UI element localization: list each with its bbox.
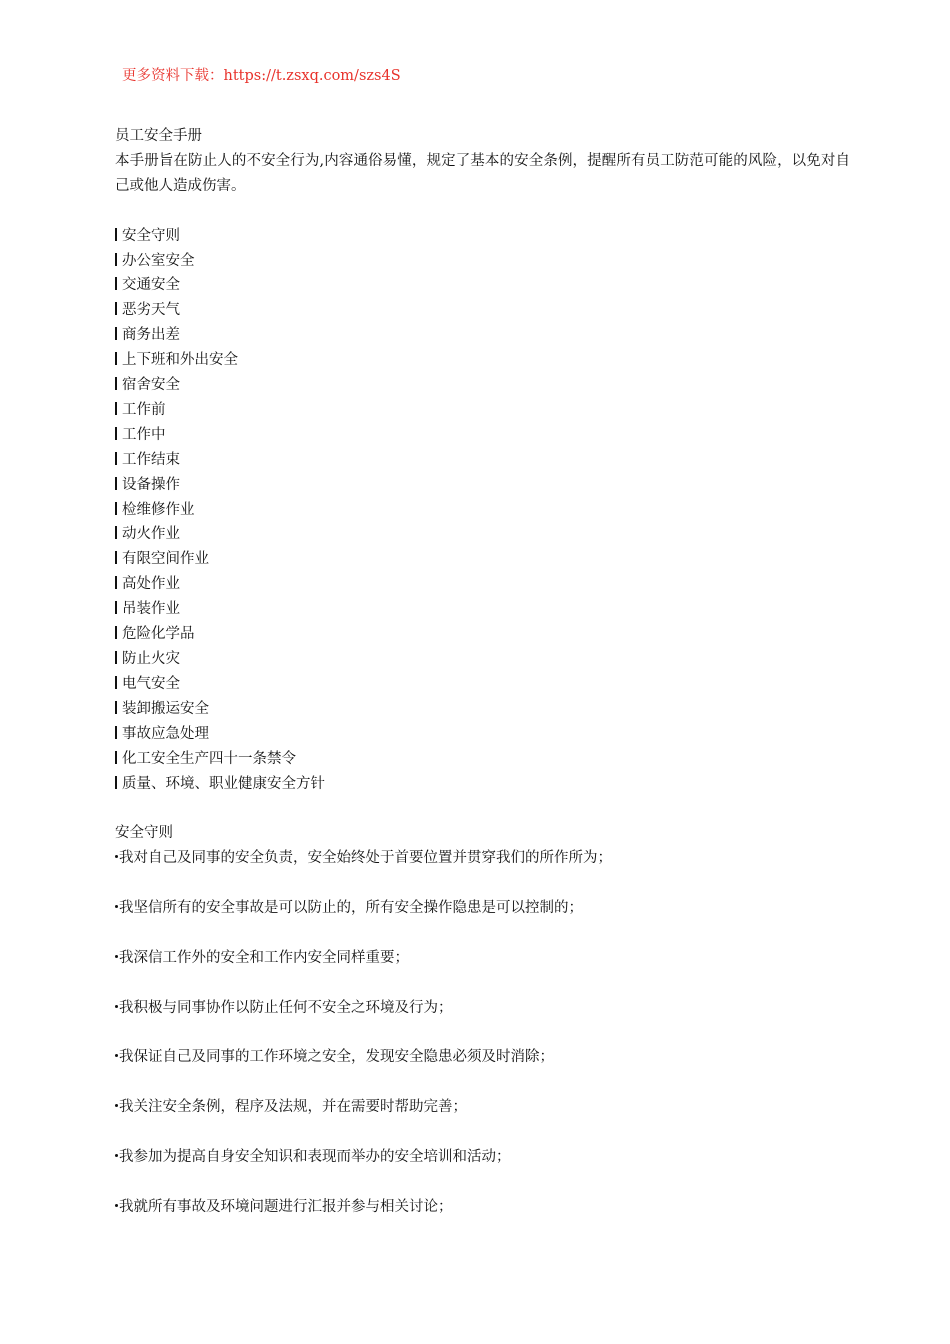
toc-item — [115, 398, 850, 423]
toc-item-label: 质量、环境、职业健康安全方针 — [122, 775, 325, 792]
rule-item — [115, 846, 850, 871]
toc-item-label: 商务出差 — [122, 327, 180, 344]
toc-item — [115, 323, 850, 348]
toc-item — [115, 473, 850, 498]
section-title: 安全守则 — [115, 825, 173, 842]
rule-text: 我深信工作外的安全和工作内安全同样重要； — [119, 949, 409, 966]
rule-text: 我保证自己及同事的工作环境之安全，发现安全隐患必须及时消除； — [119, 1049, 554, 1066]
rule-text: 我关注安全条例，程序及法规，并在需要时帮助完善； — [119, 1099, 467, 1116]
bullet-bar-icon — [115, 651, 117, 664]
toc-item-label: 动火作业 — [122, 526, 180, 543]
bullet-bar-icon — [115, 228, 117, 241]
document-intro: 本手册旨在防止人的不安全行为,内容通俗易懂，规定了基本的安全条例，提醒所有员工防范可能的风险，以免对自己或他人造成伤害。 — [115, 152, 850, 194]
rule-text: 我积极与同事协作以防止任何不安全之环境及行为； — [119, 999, 453, 1016]
bullet-bar-icon — [115, 253, 117, 266]
toc-item-label: 防止火灾 — [122, 651, 180, 668]
toc-item-label: 上下班和外出安全 — [122, 352, 238, 369]
toc-item — [115, 423, 850, 448]
toc-item-label: 危险化学品 — [122, 626, 195, 643]
bullet-bar-icon — [115, 726, 117, 739]
spacer — [115, 796, 850, 821]
toc-item-label: 有限空间作业 — [122, 551, 209, 568]
bullet-dot-icon — [115, 1005, 118, 1008]
bullet-dot-icon — [115, 1204, 118, 1207]
toc-item — [115, 373, 850, 398]
bullet-dot-icon — [115, 905, 118, 908]
bullet-bar-icon — [115, 477, 117, 490]
toc-item — [115, 647, 850, 672]
toc-item-label: 检维修作业 — [122, 501, 195, 518]
toc-item-label: 工作结束 — [122, 451, 180, 468]
toc-item — [115, 597, 850, 622]
bullet-bar-icon — [115, 751, 117, 764]
rule-text: 我就所有事故及环境问题进行汇报并参与相关讨论； — [119, 1198, 453, 1215]
toc-item — [115, 547, 850, 572]
table-of-contents — [115, 224, 850, 797]
toc-item-label: 吊装作业 — [122, 601, 180, 618]
rule-item — [115, 1045, 850, 1070]
bullet-dot-icon — [115, 1154, 118, 1157]
toc-item — [115, 298, 850, 323]
toc-item — [115, 273, 850, 298]
toc-item — [115, 348, 850, 373]
bullet-bar-icon — [115, 452, 117, 465]
document-title: 员工安全手册 — [115, 128, 202, 144]
toc-item — [115, 672, 850, 697]
spacer — [115, 199, 850, 224]
bullet-bar-icon — [115, 776, 117, 789]
bullet-dot-icon — [115, 855, 118, 858]
rule-text: 我参加为提高自身安全知识和表现而举办的安全培训和活动； — [119, 1149, 511, 1166]
bullet-bar-icon — [115, 502, 117, 515]
bullet-bar-icon — [115, 377, 117, 390]
toc-item — [115, 224, 850, 249]
toc-item-label: 高处作业 — [122, 576, 180, 593]
rule-item — [115, 1145, 850, 1170]
bullet-dot-icon — [115, 1054, 118, 1057]
toc-item — [115, 747, 850, 772]
safety-rules-list — [115, 846, 850, 1219]
toc-item-label: 交通安全 — [122, 277, 180, 294]
toc-item-label: 工作中 — [122, 426, 166, 443]
document-body — [115, 124, 850, 1245]
bullet-bar-icon — [115, 626, 117, 639]
bullet-dot-icon — [115, 955, 118, 958]
toc-item — [115, 522, 850, 547]
toc-item-label: 安全守则 — [122, 227, 180, 244]
toc-item-label: 工作前 — [122, 401, 166, 418]
bullet-bar-icon — [115, 302, 117, 315]
toc-item — [115, 572, 850, 597]
bullet-dot-icon — [115, 1104, 118, 1107]
bullet-bar-icon — [115, 352, 117, 365]
toc-item-label: 恶劣天气 — [122, 302, 180, 319]
bullet-bar-icon — [115, 327, 117, 340]
toc-item-label: 办公室安全 — [122, 252, 195, 269]
toc-item — [115, 622, 850, 647]
toc-item-label: 设备操作 — [122, 476, 180, 493]
toc-item-label: 电气安全 — [122, 675, 180, 692]
bullet-bar-icon — [115, 601, 117, 614]
rule-item — [115, 996, 850, 1021]
toc-item — [115, 772, 850, 797]
bullet-bar-icon — [115, 676, 117, 689]
bullet-bar-icon — [115, 402, 117, 415]
rule-text: 我对自己及同事的安全负责，安全始终处于首要位置并贯穿我们的所作所为； — [119, 850, 612, 867]
rule-item — [115, 1195, 850, 1220]
rule-item — [115, 896, 850, 921]
toc-item — [115, 249, 850, 274]
rule-item — [115, 1095, 850, 1120]
toc-item-label: 化工安全生产四十一条禁令 — [122, 750, 296, 767]
bullet-bar-icon — [115, 576, 117, 589]
toc-item — [115, 448, 850, 473]
bullet-bar-icon — [115, 427, 117, 440]
bullet-bar-icon — [115, 701, 117, 714]
toc-item-label: 事故应急处理 — [122, 725, 209, 742]
bullet-bar-icon — [115, 277, 117, 290]
rule-item — [115, 946, 850, 971]
toc-item — [115, 697, 850, 722]
toc-item-label: 装卸搬运安全 — [122, 700, 209, 717]
rule-text: 我坚信所有的安全事故是可以防止的，所有安全操作隐患是可以控制的； — [119, 900, 583, 917]
download-link[interactable]: 更多资料下载：https://t.zsxq.com/szs4S — [122, 68, 401, 84]
toc-item — [115, 722, 850, 747]
bullet-bar-icon — [115, 551, 117, 564]
toc-item — [115, 498, 850, 523]
toc-item-label: 宿舍安全 — [122, 377, 180, 394]
bullet-bar-icon — [115, 526, 117, 539]
